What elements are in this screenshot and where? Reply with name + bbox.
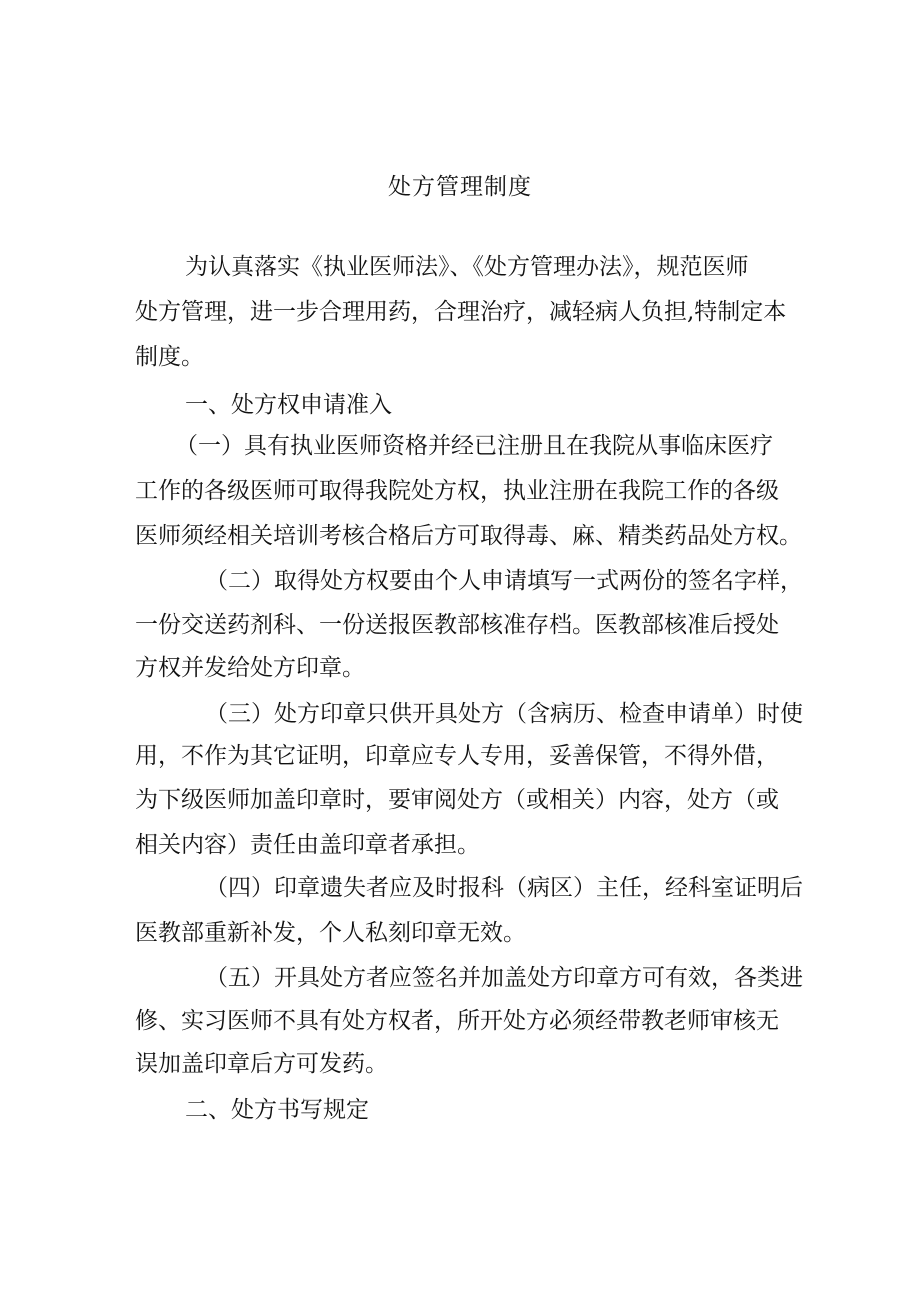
paragraph-4-line: （四）印章遗失者应及时报科（病区）主任，经科室证明后 (205, 875, 803, 901)
section-heading-2: 二、处方书写规定 (185, 1097, 369, 1123)
paragraph-3-line: 为下级医师加盖印章时，要审阅处方（或相关）内容，处方（或 (135, 787, 779, 813)
section-heading-1: 一、处方权申请准入 (185, 392, 392, 418)
intro-line: 为认真落实《执业医师法》、《处方管理办法》，规范医师 (185, 254, 749, 280)
paragraph-2-line: 方权并发给处方印章。 (135, 655, 365, 681)
paragraph-4-line: 医教部重新补发，个人私刻印章无效。 (135, 920, 526, 946)
paragraph-1-line: 医师须经相关培训考核合格后方可取得毒、麻、精类药品处方权。 (135, 523, 802, 549)
intro-line: 处方管理，进一步合理用药，合理治疗，减轻病人负担,特制定本 (135, 299, 787, 325)
intro-line: 制度。 (135, 344, 204, 370)
paragraph-2-line: 一份交送药剂科、一份送报医教部核准存档。医教部核准后授处 (135, 612, 779, 638)
paragraph-3-line: （三）处方印章只供开具处方（含病历、检查申请单）时使 (205, 701, 803, 727)
paragraph-3-line: 用，不作为其它证明，印章应专人专用，妥善保管，不得外借， (135, 743, 779, 769)
paragraph-2-line: （二）取得处方权要由个人申请填写一式两份的签名字样， (205, 568, 803, 594)
document-title: 处方管理制度 (388, 174, 532, 200)
paragraph-1-line: （一）具有执业医师资格并经已注册且在我院从事临床医疗 (175, 433, 773, 459)
paragraph-5-line: （五）开具处方者应签名并加盖处方印章方可有效，各类进 (205, 965, 803, 991)
paragraph-1-line: 工作的各级医师可取得我院处方权，执业注册在我院工作的各级 (135, 478, 779, 504)
paragraph-5-line: 误加盖印章后方可发药。 (135, 1051, 388, 1077)
paragraph-5-line: 修、实习医师不具有处方权者，所开处方必须经带教老师审核无 (135, 1008, 779, 1034)
paragraph-3-line: 相关内容）责任由盖印章者承担。 (135, 832, 480, 858)
